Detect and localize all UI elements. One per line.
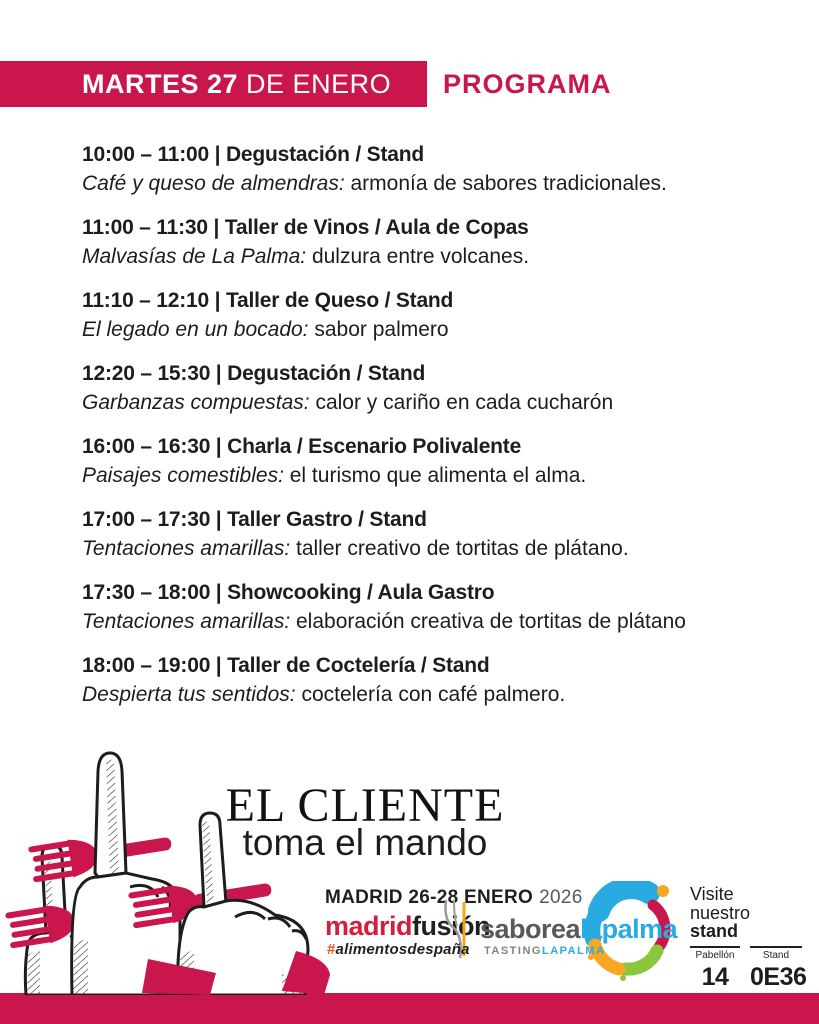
header-date-text bbox=[82, 69, 391, 100]
visit-line2-regular: nuestro bbox=[690, 903, 751, 923]
entry-description-lead: Malvasías de La Palma: bbox=[82, 245, 307, 268]
madridfusion-tagline bbox=[327, 941, 470, 958]
entry-description-rest: el turismo que alimenta el alma. bbox=[283, 464, 587, 487]
entry-description-lead: Paisajes comestibles: bbox=[82, 464, 284, 487]
entry-description-rest: armonía de sabores tradicionales. bbox=[344, 172, 667, 195]
stand-label: Stand bbox=[762, 950, 790, 961]
saborea-word1: saborea bbox=[480, 914, 581, 944]
schedule-entry bbox=[82, 578, 748, 636]
hands-with-forks-illustration bbox=[0, 745, 330, 995]
schedule-list bbox=[82, 140, 748, 724]
entry-time-title: 16:00 – 16:30 | Charla / Escenario Polivalente bbox=[82, 435, 522, 458]
schedule-entry bbox=[82, 359, 748, 417]
entry-description-lead: Despierta tus sentidos: bbox=[82, 683, 296, 706]
entry-description bbox=[82, 388, 748, 417]
entry-description-rest: sabor palmero bbox=[308, 318, 449, 341]
saborea-word2: lapalma bbox=[580, 914, 678, 944]
entry-time-title: 18:00 – 19:00 | Taller de Coctelería / Stand bbox=[82, 654, 490, 677]
entry-time-title: 17:00 – 17:30 | Taller Gastro / Stand bbox=[82, 508, 427, 531]
madridfusion-word2: fusión bbox=[412, 911, 491, 941]
entry-time-title: 11:00 – 11:30 | Taller de Vinos / Aula de Copas bbox=[82, 216, 529, 239]
pavilion-label: Pabellón bbox=[695, 950, 735, 961]
schedule-entry bbox=[82, 286, 748, 344]
entry-description-lead: Garbanzas compuestas: bbox=[82, 391, 310, 414]
entry-description bbox=[82, 242, 748, 271]
saborealapalma-sub bbox=[484, 945, 605, 957]
saborea-sub2: LAPALMA bbox=[541, 945, 606, 957]
schedule-entry bbox=[82, 432, 748, 490]
entry-time-title: 17:30 – 18:00 | Showcooking / Aula Gastro bbox=[82, 581, 495, 604]
schedule-entry bbox=[82, 213, 748, 271]
entry-description-rest: coctelería con café palmero. bbox=[295, 683, 566, 706]
pavilion-column bbox=[690, 946, 740, 992]
visit-columns bbox=[690, 946, 807, 992]
entry-time-title: 11:10 – 12:10 | Taller de Queso / Stand bbox=[82, 289, 454, 312]
madridfusion-tagline-text: alimentosdespaña bbox=[335, 941, 470, 958]
entry-description-rest: calor y cariño en cada cucharón bbox=[309, 391, 614, 414]
event-year: 2026 bbox=[539, 887, 583, 908]
saborea-sub1: TASTING bbox=[484, 945, 542, 957]
stand-column bbox=[750, 946, 807, 992]
entry-description-lead: El legado en un bocado: bbox=[82, 318, 309, 341]
visit-stand-block bbox=[690, 884, 807, 992]
schedule-entry bbox=[82, 505, 748, 563]
entry-time-title: 10:00 – 11:00 | Degustación / Stand bbox=[82, 143, 425, 166]
hash-icon: # bbox=[327, 941, 336, 958]
entry-description bbox=[82, 607, 748, 636]
visit-line1: Visite bbox=[690, 884, 734, 904]
visit-line2 bbox=[690, 904, 802, 940]
entry-time-title: 12:20 – 15:30 | Degustación / Stand bbox=[82, 362, 426, 385]
header-day-bold: MARTES 27 bbox=[82, 68, 239, 99]
tagline-subtitle: toma el mando bbox=[242, 822, 488, 863]
entry-description-rest: elaboración creativa de tortitas de plátano bbox=[290, 610, 686, 633]
entry-description bbox=[82, 534, 748, 563]
tagline-title: EL CLIENTE bbox=[225, 779, 505, 832]
entry-description-rest: taller creativo de tortitas de plátano. bbox=[290, 537, 629, 560]
entry-description bbox=[82, 315, 748, 344]
event-date-text: MADRID 26-28 ENERO bbox=[325, 887, 534, 908]
schedule-entry bbox=[82, 140, 748, 198]
entry-description-lead: Café y queso de almendras: bbox=[82, 172, 345, 195]
entry-description bbox=[82, 169, 748, 198]
visit-line2-bold: stand bbox=[690, 921, 739, 941]
bottom-accent-bar bbox=[0, 993, 819, 1024]
entry-description bbox=[82, 680, 748, 709]
header-day-rest: DE ENERO bbox=[238, 68, 392, 99]
entry-description-lead: Tentaciones amarillas: bbox=[82, 537, 291, 560]
entry-description bbox=[82, 461, 748, 490]
schedule-entry bbox=[82, 651, 748, 709]
entry-description-rest: dulzura entre volcanes. bbox=[306, 245, 530, 268]
header-date-bar bbox=[0, 61, 427, 107]
madridfusion-word1: madrid bbox=[325, 911, 413, 941]
program-title: PROGRAMA bbox=[443, 68, 612, 99]
pavilion-value: 14 bbox=[701, 963, 729, 991]
entry-description-lead: Tentaciones amarillas: bbox=[82, 610, 291, 633]
saborealapalma-logo bbox=[480, 914, 677, 945]
stand-value: 0E36 bbox=[750, 963, 807, 991]
